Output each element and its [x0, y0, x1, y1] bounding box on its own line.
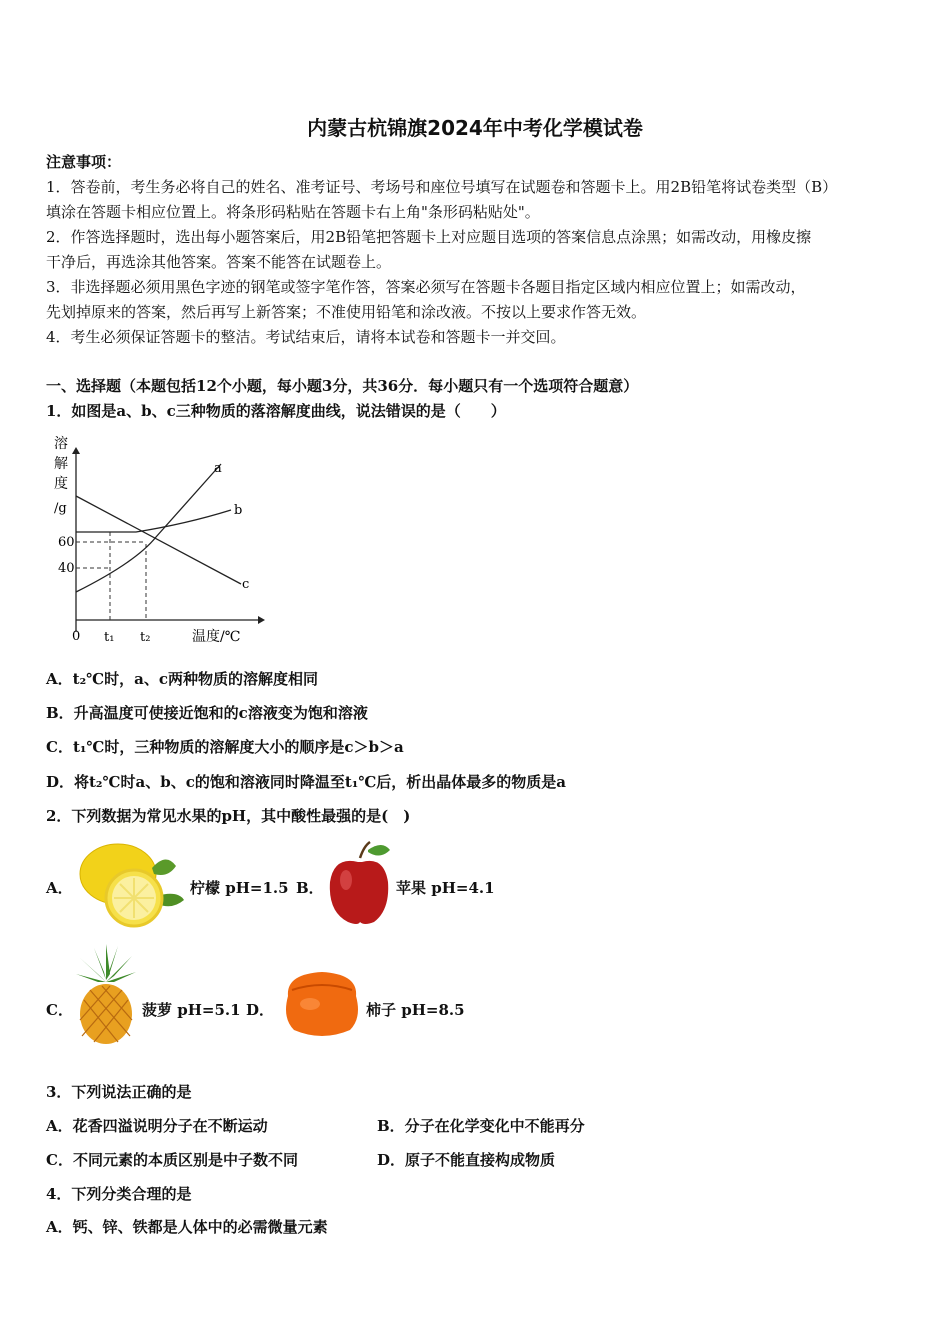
option-3b: B．分子在化学变化中不能再分	[377, 1117, 585, 1135]
option-3c: C．不同元素的本质区别是中子数不同	[46, 1151, 298, 1169]
y-label-char: 溶	[54, 436, 68, 452]
option-3d: D．原子不能直接构成物质	[377, 1151, 556, 1169]
series-label-a: a	[214, 461, 222, 476]
option-2b-text: 苹果 pH=4.1	[396, 879, 495, 897]
y-axis-arrow	[72, 447, 80, 454]
pineapple-image	[74, 944, 138, 1044]
option-2d-text: 柿子 pH=8.5	[366, 1001, 465, 1019]
y-tick-label: 60	[58, 535, 75, 550]
option-3a: A．花香四溢说明分子在不断运动	[46, 1117, 268, 1135]
question-1-stem: 1．如图是a、b、c三种物质的落溶解度曲线，说法错误的是（ ）	[46, 402, 506, 420]
option-2c-letter: C．	[46, 1001, 73, 1019]
option-2a-text: 柠檬 pH=1.5	[190, 879, 289, 897]
option-1a: A．t₂℃时，a、c两种物质的溶解度相同	[46, 670, 318, 688]
y-tick-label: 40	[58, 561, 75, 576]
curve-a	[76, 464, 221, 592]
option-1d: D．将t₂℃时a、b、c的饱和溶液同时降温至t₁℃后，析出晶体最多的物质是a	[46, 773, 567, 791]
origin-label: 0	[72, 629, 81, 644]
persimmon-image	[280, 966, 364, 1042]
series-label-c: c	[242, 577, 250, 592]
x-axis-arrow	[258, 616, 265, 624]
question-2-stem: 2．下列数据为常见水果的pH，其中酸性最强的是( )	[46, 807, 411, 825]
question-4-stem: 4．下列分类合理的是	[46, 1185, 192, 1203]
y-label-char: /g	[54, 501, 67, 516]
option-1c: C．t₁℃时，三种物质的溶解度大小的顺序是c＞b＞a	[46, 738, 404, 756]
option-2c-text: 菠萝 pH=5.1	[142, 1001, 241, 1019]
solubility-chart	[46, 432, 266, 652]
x-tick-label: t₁	[104, 630, 115, 645]
option-2a-letter: A．	[46, 879, 73, 897]
x-tick-label: t₂	[140, 630, 151, 645]
question-3-stem: 3．下列说法正确的是	[46, 1083, 192, 1101]
apple-image	[324, 838, 394, 928]
section-heading: 一、选择题（本题包括12个小题，每小题3分，共36分．每小题只有一个选项符合题意）	[46, 377, 639, 395]
notice-line: 1．答卷前，考生务必将自己的姓名、准考证号、考场号和座位号填写在试题卷和答题卡上。用2B铅笔将试卷类型（B）	[46, 178, 838, 196]
notice-line: 填涂在答题卡相应位置上。将条形码粘贴在答题卡右上角"条形码粘贴处"。	[46, 203, 540, 221]
notice-heading: 注意事项：	[46, 153, 122, 171]
curve-c	[76, 496, 241, 584]
option-2b-letter: B．	[296, 879, 324, 897]
lemon-image	[74, 838, 188, 930]
curve-b	[76, 510, 231, 532]
page-title: 内蒙古杭锦旗2024年中考化学模试卷	[307, 116, 643, 140]
notice-line: 2．作答选择题时，选出每小题答案后，用2B铅笔把答题卡上对应题目选项的答案信息点涂黑；如需改动，用橡皮擦	[46, 228, 812, 246]
y-label-char: 度	[54, 476, 68, 492]
series-label-b: b	[234, 503, 243, 518]
x-axis-label: 温度/℃	[192, 629, 241, 645]
notice-line: 4．考生必须保证答题卡的整洁。考试结束后，请将本试卷和答题卡一并交回。	[46, 328, 566, 346]
option-4a: A．钙、锌、铁都是人体中的必需微量元素	[46, 1218, 328, 1236]
option-1b: B．升高温度可使接近饱和的c溶液变为饱和溶液	[46, 704, 368, 722]
notice-line: 干净后，再选涂其他答案。答案不能答在试题卷上。	[46, 253, 392, 271]
notice-line: 先划掉原来的答案，然后再写上新答案；不准使用铅笔和涂改液。不按以上要求作答无效。	[46, 303, 647, 321]
option-2d-letter: D．	[246, 1001, 275, 1019]
y-label-char: 解	[54, 456, 68, 472]
notice-line: 3．非选择题必须用黑色字迹的钢笔或签字笔作答，答案必须写在答题卡各题目指定区域内相应位置上；如需改动，	[46, 278, 806, 296]
